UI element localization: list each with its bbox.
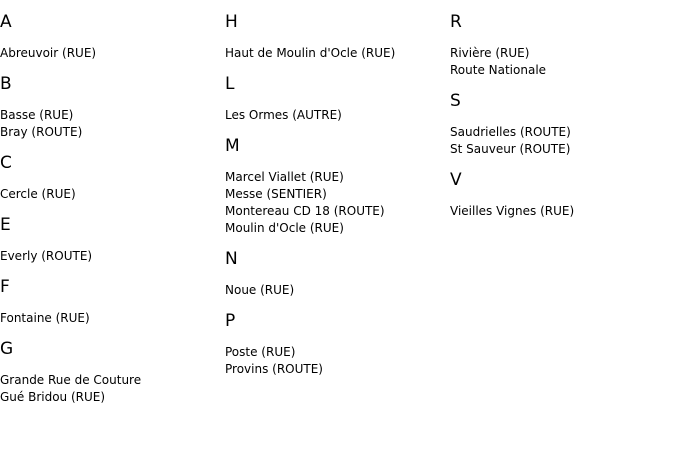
letter-heading: G [0,339,14,359]
street-link[interactable]: Messe (SENTIER) [225,187,327,201]
street-list [0,372,220,406]
street-link[interactable]: Poste (RUE) [225,345,296,359]
street-link[interactable]: Route Nationale [450,63,547,77]
letter-heading: M [225,136,240,156]
street-link[interactable]: Rivière (RUE) [450,46,530,60]
letter-heading: N [225,249,238,269]
letter-heading: H [225,12,238,32]
letter-group-n [225,249,445,299]
street-link[interactable]: Noue (RUE) [225,283,295,297]
street-list [0,45,220,62]
street-link[interactable]: Moulin d'Ocle (RUE) [225,221,344,235]
letter-heading: A [0,12,12,32]
street-list [0,107,220,141]
letter-heading: C [0,153,12,173]
street-link[interactable]: St Sauveur (ROUTE) [450,142,571,156]
street-link[interactable]: Provins (ROUTE) [225,362,323,376]
letter-heading: V [450,170,462,190]
street-index-column-2 [225,0,445,378]
letter-group-g [0,339,220,406]
street-link[interactable]: Saudrielles (ROUTE) [450,125,571,139]
letter-heading: B [0,74,12,94]
letter-group-c [0,153,220,203]
letter-group-v [450,170,670,220]
street-link[interactable]: Montereau CD 18 (ROUTE) [225,204,385,218]
street-link[interactable]: Bray (ROUTE) [0,125,83,139]
letter-heading: R [450,12,462,32]
letter-group-a [0,12,220,62]
street-list [225,282,445,299]
street-link[interactable]: Les Ormes (AUTRE) [225,108,342,122]
letter-group-f [0,277,220,327]
letter-group-b [0,74,220,141]
letter-group-l [225,74,445,124]
street-link[interactable]: Marcel Viallet (RUE) [225,170,344,184]
street-list [225,344,445,378]
street-list [0,186,220,203]
street-list [0,310,220,327]
letter-group-p [225,311,445,378]
street-link[interactable]: Haut de Moulin d'Ocle (RUE) [225,46,396,60]
letter-heading: F [0,277,10,297]
letter-heading: S [450,91,461,111]
letter-group-r [450,12,670,79]
street-list [450,45,670,79]
street-link[interactable]: Everly (ROUTE) [0,249,93,263]
street-list [450,124,670,158]
street-index-column-3 [450,0,670,220]
street-link[interactable]: Gué Bridou (RUE) [0,390,106,404]
street-link[interactable]: Cercle (RUE) [0,187,76,201]
street-index-column-1 [0,0,220,406]
street-link[interactable]: Vieilles Vignes (RUE) [450,204,575,218]
letter-group-h [225,12,445,62]
letter-group-s [450,91,670,158]
letter-heading: P [225,311,236,331]
letter-group-m [225,136,445,237]
letter-heading: L [225,74,235,94]
street-list [0,248,220,265]
letter-group-e [0,215,220,265]
street-list [450,203,670,220]
street-link[interactable]: Abreuvoir (RUE) [0,46,97,60]
street-link[interactable]: Basse (RUE) [0,108,74,122]
letter-heading: E [0,215,11,235]
street-list [225,169,445,237]
street-link[interactable]: Grande Rue de Couture [0,373,142,387]
street-link[interactable]: Fontaine (RUE) [0,311,90,325]
street-list [225,107,445,124]
street-list [225,45,445,62]
